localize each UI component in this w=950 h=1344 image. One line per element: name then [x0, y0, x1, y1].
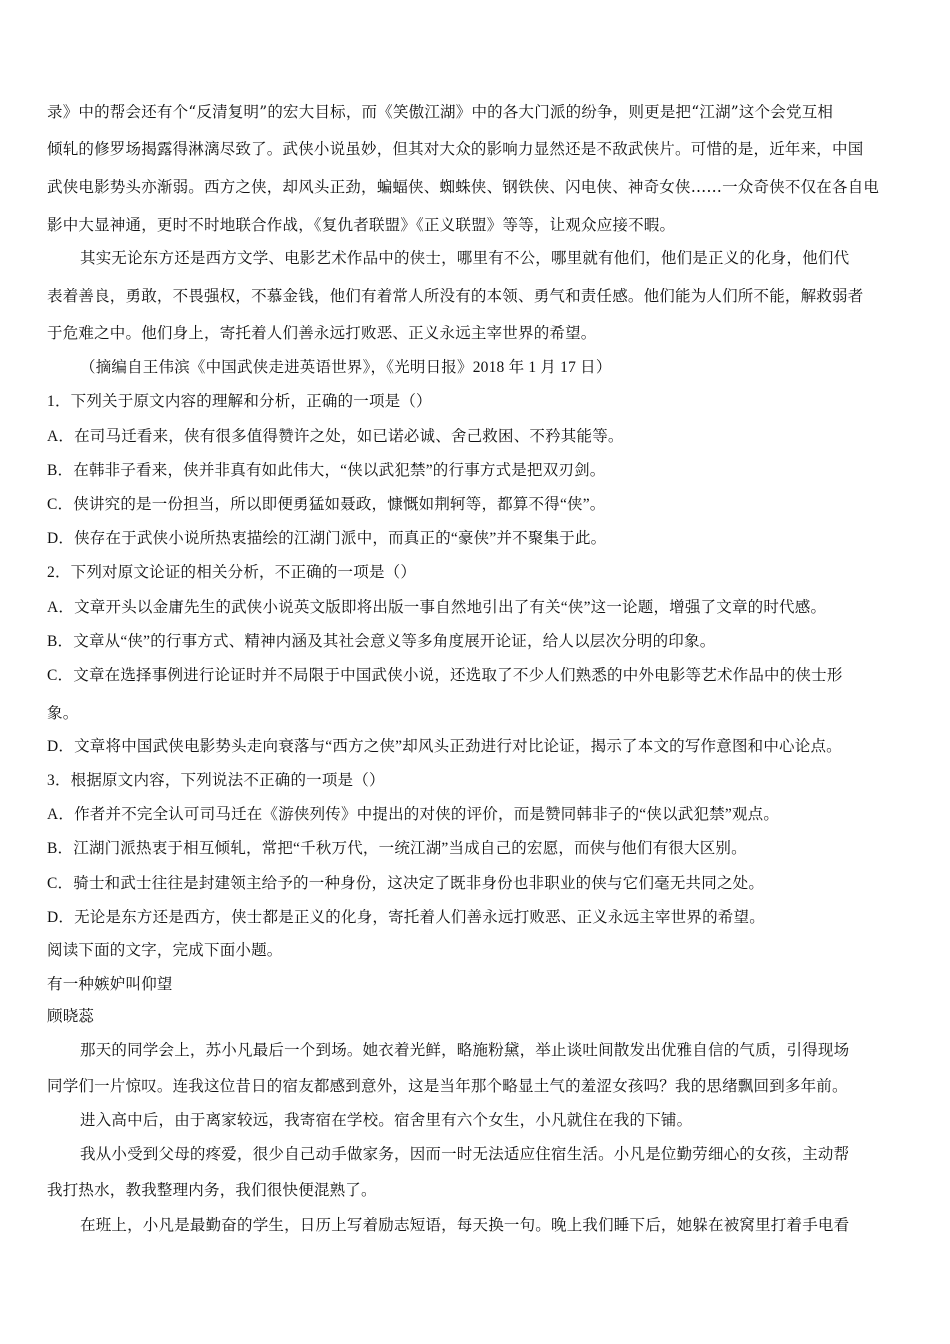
article-p1-line-3: 武侠电影势头亦渐弱。西方之侠，却风头正劲，蝙蝠侠、蜘蛛侠、钢铁侠、闪电侠、神奇女侠……一众奇侠不仅在各自电	[47, 178, 880, 196]
q1-option-d: D．侠存在于武侠小说所热衷描绘的江湖门派中，而真正的“豪侠”并不聚集于此。	[47, 530, 607, 547]
q2-option-a: A．文章开头以金庸先生的武侠小说英文版即将出版一事自然地引出了有关“侠”这一论题，增强了文章的时代感。	[47, 599, 827, 616]
q3-option-d: D．无论是东方还是西方，侠士都是正义的化身，寄托着人们善永远打败恶、正义永远主宰世界的希望。	[47, 909, 765, 926]
story-p1-line-1: 那天的同学会上，苏小凡最后一个到场。她衣着光鲜，略施粉黛，举止谈吐间散发出优雅自信的气质，引得现场	[80, 1041, 850, 1059]
q1-option-b: B．在韩非子看来，侠并非真有如此伟大，“侠以武犯禁”的行事方式是把双刃剑。	[47, 462, 606, 479]
q2-option-d: D．文章将中国武侠电影势头走向衰落与“西方之侠”却风头正劲进行对比论证，揭示了本文的写作意图和中心论点。	[47, 738, 842, 755]
q2-option-c-line-2: 象。	[47, 705, 79, 722]
q2-option-b: B．文章从“侠”的行事方式、精神内涵及其社会意义等多角度展开论证，给人以层次分明的印象。	[47, 633, 716, 650]
article-p1-line-2: 倾轧的修罗场揭露得淋漓尽致了。武侠小说虽妙，但其对大众的影响力显然还是不敌武侠片。可惜的是，近年来，中国	[47, 140, 864, 158]
article-p2-line-1: 其实无论东方还是西方文学、电影艺术作品中的侠士，哪里有不公，哪里就有他们，他们是正义的化身，他们代	[80, 249, 850, 267]
story-title: 有一种嫉妒叫仰望	[47, 975, 173, 993]
article-p1-line-4: 影中大显神通，更时不时地联合作战，《复仇者联盟》《正义联盟》等等，让观众应接不暇。	[47, 216, 676, 234]
q3-option-a: A．作者并不完全认可司马迁在《游侠列传》中提出的对侠的评价，而是赞同韩非子的“侠以武犯禁”观点。	[47, 806, 780, 823]
q2-option-c-line-1: C．文章在选择事例进行论证时并不局限于中国武侠小说，还选取了不少人们熟悉的中外电影等艺术作品中的侠士形	[47, 667, 843, 684]
story-p1-line-2: 同学们一片惊叹。连我这位昔日的宿友都感到意外，这是当年那个略显土气的羞涩女孩吗？我的思绪飘回到多年前。	[47, 1077, 848, 1095]
q1-option-a: A．在司马迁看来，侠有很多值得赞许之处，如已诺必诚、舍己救困、不矜其能等。	[47, 428, 624, 445]
story-p3-line-2: 我打热水，教我整理内务，我们很快便混熟了。	[47, 1181, 377, 1199]
q3-stem: 3．根据原文内容，下列说法不正确的一项是（）	[47, 772, 385, 789]
q1-option-c: C．侠讲究的是一份担当，所以即便勇猛如聂政，慷慨如荆轲等，都算不得“侠”。	[47, 496, 606, 513]
article-p1-line-1: 录》中的帮会还有个“反清复明”的宏大目标，而《笑傲江湖》中的各大门派的纷争，则更是把“江湖”这个会党互相	[47, 103, 834, 121]
story-p2: 进入高中后，由于离家较远，我寄宿在学校。宿舍里有六个女生，小凡就住在我的下铺。	[80, 1111, 693, 1129]
article-source: （摘编自王伟滨《中国武侠走进英语世界》，《光明日报》2018 年 1 月 17 日）	[80, 359, 612, 376]
q3-option-c: C．骑士和武士往往是封建领主给予的一种身份，这决定了既非身份也非职业的侠与它们毫无共同之处。	[47, 875, 765, 892]
article-p2-line-2: 表着善良，勇敢，不畏强权，不慕金钱，他们有着常人所没有的本领、勇气和责任感。他们能为人们所不能，解救弱者	[47, 287, 864, 305]
q2-stem: 2．下列对原文论证的相关分析，不正确的一项是（）	[47, 564, 417, 581]
q1-stem: 1．下列关于原文内容的理解和分析，正确的一项是（）	[47, 393, 432, 410]
q3-option-b: B．江湖门派热衷于相互倾轧，常把“千秋万代，一统江湖”当成自己的宏愿，而侠与他们有很大区别。	[47, 840, 747, 857]
article-p2-line-3: 于危难之中。他们身上，寄托着人们善永远打败恶、正义永远主宰世界的希望。	[47, 324, 597, 342]
story-p3-line-1: 我从小受到父母的疼爱，很少自己动手做家务，因而一时无法适应住宿生活。小凡是位勤劳细心的女孩，主动帮	[80, 1145, 850, 1163]
story-p4: 在班上，小凡是最勤奋的学生，日历上写着励志短语，每天换一句。晚上我们睡下后，她躲在被窝里打着手电看	[80, 1216, 850, 1234]
reading-instruction: 阅读下面的文字，完成下面小题。	[47, 942, 283, 959]
story-author: 顾晓蕊	[47, 1007, 95, 1025]
